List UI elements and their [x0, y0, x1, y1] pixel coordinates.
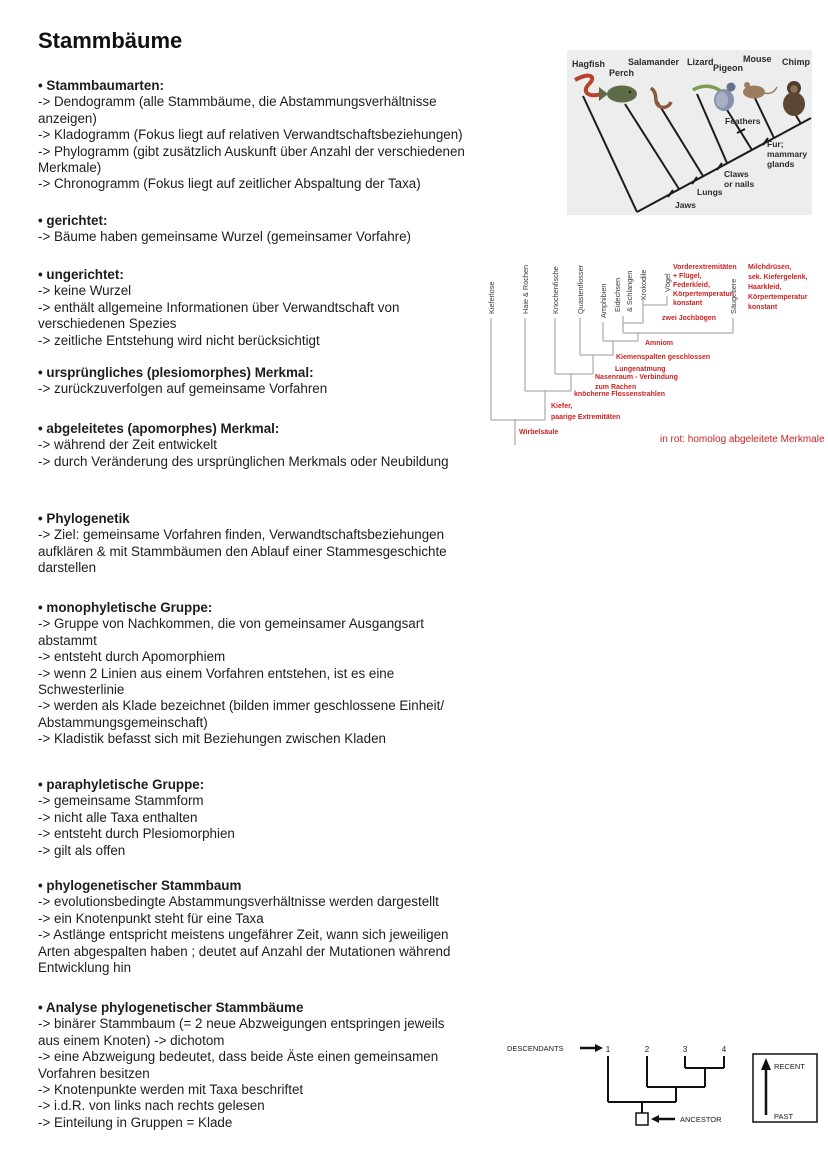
annotation-flossenstrahlen: knöcherne Flossenstrahlen	[574, 391, 666, 398]
text-line: -> zeitliche Entstehung wird nicht berücksichtigt	[38, 332, 320, 348]
text-line: Entwicklung hin	[38, 960, 132, 976]
figure-animal-cladogram	[567, 50, 812, 215]
annotation-line: Federkleid,	[673, 282, 710, 289]
section-heading: • ursprüngliches (plesiomorphes) Merkmal:	[38, 365, 314, 380]
animal-label-perch: Perch	[609, 68, 635, 78]
hagfish-illustration	[575, 76, 601, 96]
ancestor-box	[636, 1113, 648, 1125]
section-heading: • Analyse phylogenetischer Stammbäume	[38, 1000, 304, 1015]
text-line: -> keine Wurzel	[38, 283, 132, 299]
annotation-line: konstant	[673, 300, 703, 307]
section-stammbaumarten	[38, 78, 520, 193]
section-heading: • gerichtet:	[38, 213, 108, 228]
taxon-label-eidechsen: Eidechsen	[613, 277, 622, 312]
annotation-line: Vorderextremitäten	[673, 264, 737, 271]
taxon-label-haie-rochen: Haie & Rochen	[521, 264, 530, 314]
feature-label-lungs: Lungs	[697, 187, 723, 197]
annotation-kiefer: Kiefer,	[551, 403, 573, 410]
figure-vertebrate-cladogram	[483, 256, 828, 456]
text-line: Arten abgespalten haben ; deutet auf Anzahl der Mutationen während	[38, 943, 451, 959]
tip-label-3: 3	[682, 1045, 688, 1054]
text-line: -> i.d.R. von links nach rechts gelesen	[38, 1098, 265, 1114]
annotation-line: Haarkleid,	[748, 284, 782, 291]
text-line: -> eine Abzweigung bedeutet, dass beide Äste einen gemeinsamen	[38, 1049, 439, 1065]
section-heading: • abgeleitetes (apomorphes) Merkmal:	[38, 421, 280, 436]
annotation-zum-rachen: zum Rachen	[595, 384, 637, 391]
text-line: -> binärer Stammbaum (= 2 neue Abzweigungen entspringen jeweils	[38, 1016, 445, 1032]
section-gerichtet	[38, 213, 520, 246]
section-heading: • Stammbaumarten:	[38, 78, 164, 93]
recent-label: RECENT	[774, 1062, 805, 1071]
pigeon-illustration	[714, 83, 736, 112]
text-line: -> evolutionsbedingte Abstammungsverhältnisse werden dargestellt	[38, 894, 439, 910]
time-axis-arrow-icon	[761, 1058, 771, 1115]
tip-label-2: 2	[644, 1045, 650, 1054]
descendants-label: DESCENDANTS	[507, 1044, 564, 1053]
annotation-line: sek. Kiefergelenk,	[748, 274, 808, 281]
annotation-line: Körpertemperatur	[748, 294, 808, 301]
section-heading: • ungerichtet:	[38, 267, 124, 282]
ancestor-label: ANCESTOR	[680, 1115, 722, 1124]
feature-label-feathers: Feathers	[725, 116, 761, 126]
annotation-line: konstant	[748, 304, 778, 311]
text-line: -> ein Knotenpunkt steht für eine Taxa	[38, 910, 264, 926]
page-title: Stammbäume	[38, 28, 183, 53]
text-line: -> entsteht durch Plesiomorphien	[38, 826, 235, 842]
annotation-line: Milchdrüsen,	[748, 264, 792, 271]
annotation-voegel	[673, 264, 737, 307]
section-heading: • paraphyletische Gruppe:	[38, 777, 205, 792]
animal-label-chimp: Chimp	[782, 57, 810, 67]
animal-label-mouse: Mouse	[743, 54, 772, 64]
text-line: -> während der Zeit entwickelt	[38, 437, 217, 453]
section-heading: • phylogenetischer Stammbaum	[38, 878, 242, 893]
taxon-label-voegel: Vögel	[663, 273, 672, 292]
annotation-line: Körpertemperatur	[673, 291, 733, 298]
taxon-label-krokodile: Krokodile	[639, 269, 648, 300]
animal-label-pigeon: Pigeon	[713, 63, 744, 73]
taxon-label-amphibien: Amphibien	[599, 283, 608, 318]
annotation-line: + Flügel,	[673, 273, 702, 280]
perch-illustration	[599, 86, 637, 103]
salamander-illustration	[651, 88, 671, 107]
feature-label-fur: Fur;	[767, 139, 784, 149]
annotation-saeugetiere	[748, 264, 808, 311]
text-line: -> zurückzuverfolgen auf gemeinsame Vorfahren	[38, 381, 328, 397]
text-line: -> Gruppe von Nachkommen, die von gemeinsamer Ausgangsart	[38, 616, 424, 632]
text-line: Vorfahren besitzen	[38, 1065, 150, 1081]
tip-label-1: 1	[605, 1045, 611, 1054]
text-line: darstellen	[38, 560, 97, 576]
taxon-label-knochenfische: Knochenfische	[551, 266, 560, 314]
binary-tree-lines	[608, 1056, 724, 1115]
past-label: PAST	[774, 1112, 794, 1121]
text-line: -> enthält allgemeine Informationen über Verwandtschaft von	[38, 299, 400, 315]
feature-label-glands: glands	[767, 159, 795, 169]
text-line: -> Kladogramm (Fokus liegt auf relativen Verwandtschaftsbeziehungen)	[38, 127, 463, 143]
text-line: Merkmale)	[38, 160, 102, 176]
feature-label-jaws: Jaws	[675, 200, 696, 210]
annotation-jochboegen: zwei Jochbögen	[662, 315, 717, 322]
section-monophyletische-gruppe	[38, 600, 520, 748]
annotation-kiemenspalten: Kiemenspalten geschlossen	[616, 354, 711, 361]
feature-label-mammary: mammary	[767, 149, 808, 159]
text-line: -> werden als Klade bezeichnet (bilden immer geschlossene Einheit/	[38, 698, 445, 714]
text-line: -> Kladistik befasst sich mit Beziehungen zwischen Kladen	[38, 731, 386, 747]
figure-descendants-diagram	[505, 1040, 825, 1132]
animal-label-hagfish: Hagfish	[572, 59, 606, 69]
section-ungerichtet	[38, 267, 520, 349]
text-line: verschiedenen Spezies	[38, 316, 177, 332]
text-line: -> Dendogramm (alle Stammbäume, die Abstammungsverhältnisse	[38, 94, 437, 110]
mouse-illustration	[743, 82, 777, 99]
text-line: aus einem Knoten) -> dichotom	[38, 1032, 225, 1048]
chimp-illustration	[783, 81, 805, 116]
feature-label-claws: Claws	[724, 169, 749, 179]
text-line: anzeigen)	[38, 110, 97, 126]
taxon-label-quastenflosser: Quastenflosser	[576, 264, 585, 314]
feature-label-or-nails: or nails	[724, 179, 755, 189]
text-line: -> gilt als offen	[38, 842, 126, 858]
annotation-wirbelsaeule: Wirbelsäule	[519, 429, 559, 436]
section-paraphyletische-gruppe	[38, 777, 520, 859]
section-heading: • Phylogenetik	[38, 511, 130, 526]
animal-label-salamander: Salamander	[628, 57, 680, 67]
ancestor-arrow-icon	[651, 1115, 675, 1123]
taxon-label-schlangen: & Schlangen	[625, 270, 634, 312]
text-line: -> Einteilung in Gruppen = Klade	[38, 1114, 233, 1130]
text-line: -> Chronogramm (Fokus liegt auf zeitlicher Abspaltung der Taxa)	[38, 176, 421, 192]
text-line: Abstammungsgemeinschaft)	[38, 714, 208, 730]
text-line: -> Phylogramm (gibt zusätzlich Auskunft über Anzahl der verschiedenen	[38, 143, 465, 159]
annotation-amnion: Amniom	[645, 340, 673, 347]
text-line: abstammt	[38, 632, 97, 648]
text-line: -> wenn 2 Linien aus einem Vorfahren entstehen, ist es eine	[38, 665, 395, 681]
section-heading: • monophyletische Gruppe:	[38, 600, 213, 615]
descendants-arrow-icon	[580, 1044, 603, 1052]
text-line: -> Astlänge entspricht meistens ungefährer Zeit, wann sich jeweiligen	[38, 927, 449, 943]
text-line: -> Knotenpunkte werden mit Taxa beschriftet	[38, 1082, 304, 1098]
taxon-label-kieferlose: Kieferlose	[487, 281, 496, 314]
annotation-nasenraum: Nasenraum - Verbindung	[595, 374, 678, 381]
section-abgeleitetes-merkmal	[38, 421, 520, 470]
text-line: -> nicht alle Taxa enthalten	[38, 809, 198, 825]
section-urspruengliches-merkmal	[38, 365, 520, 398]
text-line: -> entsteht durch Apomorphiem	[38, 649, 226, 665]
annotation-lungenatmung: Lungenatmung	[615, 366, 666, 373]
text-line: Schwesterlinie	[38, 682, 125, 698]
text-line: -> gemeinsame Stammform	[38, 793, 204, 809]
annotation-extremitaeten: paarige Extremitäten	[551, 414, 621, 421]
text-line: -> durch Veränderung des ursprünglichen Merkmals oder Neubildung	[38, 453, 449, 469]
section-phylogenetischer-stammbaum	[38, 878, 520, 976]
taxon-label-saeugetiere: Säugetiere	[729, 278, 738, 314]
text-line: -> Ziel: gemeinsame Vorfahren finden, Verwandtschaftsbeziehungen	[38, 527, 445, 543]
animal-label-lizard: Lizard	[687, 57, 714, 67]
section-analyse-stammbaeume	[38, 1000, 520, 1131]
section-phylogenetik	[38, 511, 520, 577]
text-line: -> Bäume haben gemeinsame Wurzel (gemeinsamer Vorfahre)	[38, 229, 412, 245]
text-line: aufklären & mit Stammbäumen den Ablauf einer Stammesgeschichte	[38, 543, 447, 559]
tip-label-4: 4	[721, 1045, 727, 1054]
figure-note-red: in rot: homolog abgeleitete Merkmale	[660, 434, 825, 445]
